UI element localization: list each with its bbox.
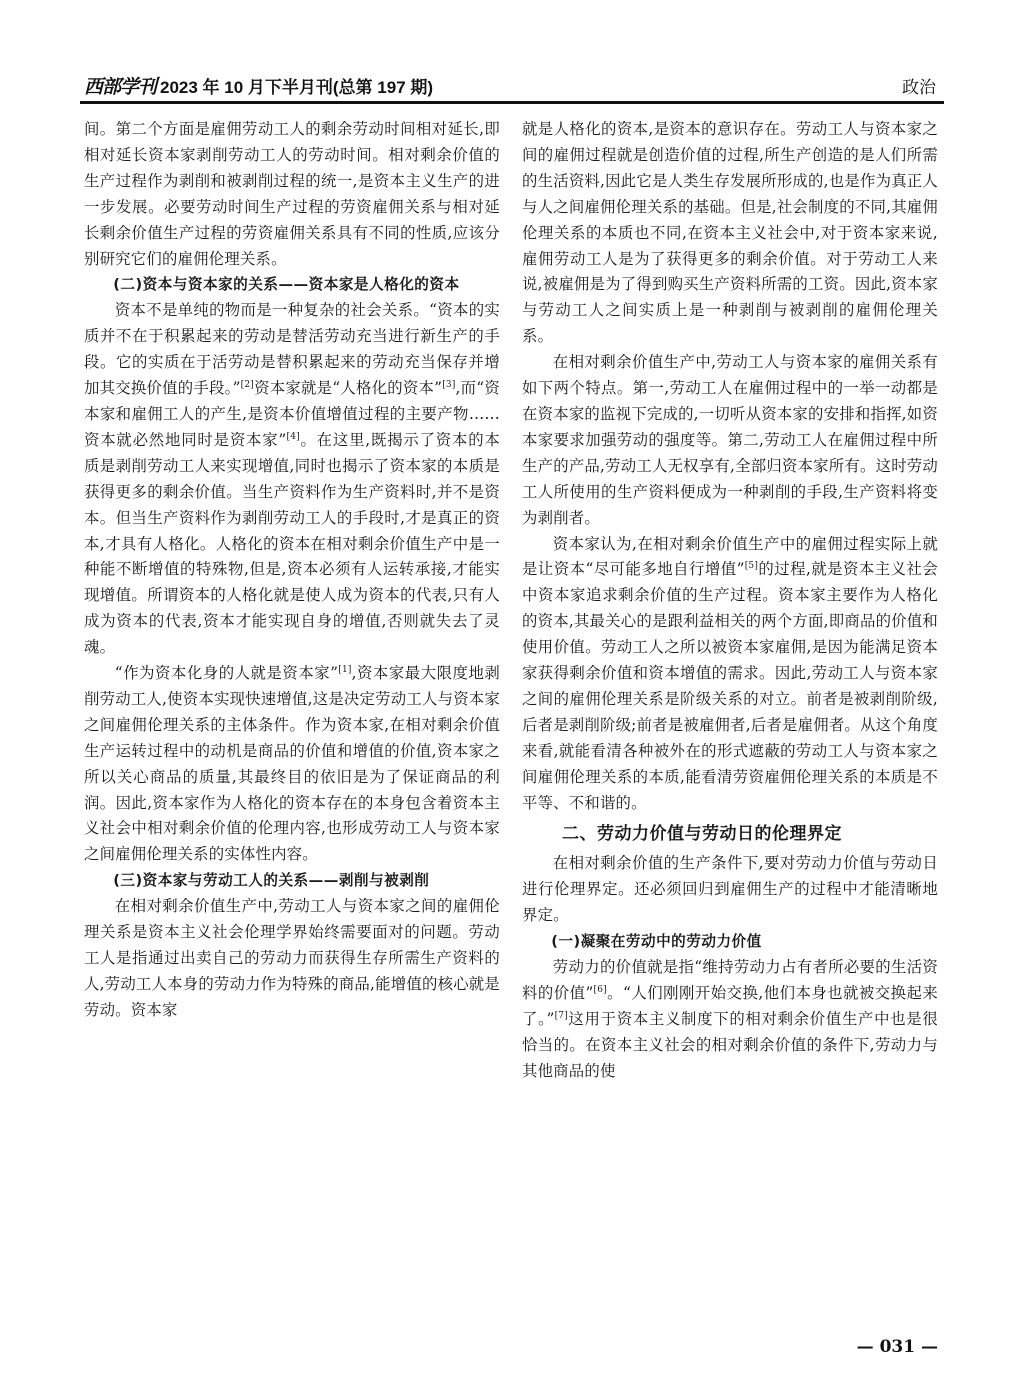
paragraph: 在相对剩余价值生产中,劳动工人与资本家之间的雇佣伦理关系是资本主义社会伦理学界始终需要面对的问题。劳动工人是指通过出卖自己的劳动力而获得生存所需生产资料的人,劳动工人本身的劳动力作为特殊的商品,能增值的核心就是劳动。资本家 <box>84 897 500 1019</box>
citation-ref: [1] <box>338 664 352 675</box>
paragraph: “作为资本化身的人就是资本家”[1],资本家最大限度地剥削劳动工人,使资本实现快速增值,这是决定劳动工人与资本家之间雇佣伦理关系的主体条件。作为资本家,在相对剩余价值生产运转过程中的动机是商品的价值和增值的价值,资本家之所以关心商品的质量,其最终目的依旧是为了保证商品的利润。因此,资本家作为人格化的资本存在的本身包含着资本主义社会中相对剩余价值的伦理内容,也形成劳动工人与资本家之间雇佣伦理关系的实体性内容。 <box>84 664 500 864</box>
paragraph: 间。第二个方面是雇佣劳动工人的剩余劳动时间相对延长,即相对延长资本家剥削劳动工人的劳动时间。相对剩余价值的生产过程作为剥削和被剥削过程的统一,是资本主义生产的进一步发展。必要劳动时间生产过程的劳资雇佣关系与相对延长剩余价值生产过程的劳资雇佣关系具有不同的性质,应该分别研究它们的雇佣伦理关系。 <box>84 120 500 268</box>
running-header <box>84 72 940 100</box>
page-number: — 031 — <box>856 1337 938 1357</box>
paragraph: 就是人格化的资本,是资本的意识存在。劳动工人与资本家之间的雇佣过程就是创造价值的过程,所生产创造的是人们所需的生活资料,因此它是人类生存发展所形成的,也是作为真正人与人之间雇佣伦理关系的基础。但是,社会制度的不同,其雇佣伦理关系的本质也不同,在资本主义社会中,对于资本家来说,雇佣劳动工人是为了获得更多的剩余价值。对于劳动工人来说,被雇佣是为了得到购买生产资料所需的工资。因此,资本家与劳动工人之间实质上是一种剥削与被剥削的雇佣伦理关系。 <box>522 120 938 346</box>
subsection-heading: (二)资本与资本家的关系——资本家是人格化的资本 <box>113 276 460 294</box>
citation-ref: [5] <box>744 561 759 572</box>
paragraph: 在相对剩余价值生产中,劳动工人与资本家的雇佣关系有如下两个特点。第一,劳动工人在雇佣过程中的一举一动都是在资本家的监视下完成的,一切听从资本家的安排和指挥,如资本家要求加强劳动的强度等。第二,劳动工人在雇佣过程中所生产的产品,劳动工人无权享有,全部归资本家所有。这时劳动工人所使用的生产资料便成为一种剥削的手段,生产资料将变为剥削者。 <box>522 353 938 527</box>
citation-ref: [3] <box>442 379 456 390</box>
citation-ref: [2] <box>240 379 255 390</box>
section-label: 政治 <box>902 78 936 97</box>
section-heading: 二、劳动力价值与劳动日的伦理界定 <box>562 824 842 845</box>
left-column <box>84 117 500 1024</box>
subsection-heading: (三)资本家与劳动工人的关系——剥削与被剥削 <box>113 872 430 890</box>
citation-ref: [6] <box>593 984 607 995</box>
paragraph: 在相对剩余价值的生产条件下,要对劳动力价值与劳动日进行伦理界定。还必须回归到雇佣生产的过程中才能清晰地界定。 <box>522 854 938 925</box>
citation-ref: [4] <box>286 431 300 442</box>
header-rule <box>80 101 944 104</box>
subsection-heading: (一)凝聚在劳动中的劳动力价值 <box>551 933 762 951</box>
citation-ref: [7] <box>554 1010 568 1021</box>
paragraph: 资本家认为,在相对剩余价值生产中的雇佣过程实际上就是让资本“尽可能多地自行增值”[5]的过程,就是资本主义社会中资本家追求剩余价值的生产过程。资本家主要作为人格化的资本,其最关心的是跟利益相关的两个方面,即商品的价值和使用价值。劳动工人之所以被资本家雇佣,是因为能满足资本家获得剩余价值和资本增值的需求。因此,劳动工人与资本家之间的雇佣伦理关系是阶级关系的对立。前者是被剥削阶级,后者是剥削阶级;前者是被雇佣者,后者是雇佣者。从这个角度来看,就能看清各种被外在的形式遮蔽的劳动工人与资本家之间雇佣伦理关系的本质,能看清劳资雇佣伦理关系的本质是不平等、不和谐的。 <box>522 534 938 812</box>
journal-logo: 西部学刊 <box>84 76 157 98</box>
paragraph: 资本不是单纯的物而是一种复杂的社会关系。“资本的实质并不在于积累起来的劳动是替活劳动充当进行新生产的手段。它的实质在于活劳动是替积累起来的劳动充当保存并增加其交换价值的手段。”[2]资本家就是“人格化的资本”[3],而“资本家和雇佣工人的产生,是资本价值增值过程的主要产物……资本就必然地同时是资本家”[4]。在这里,既揭示了资本的本质是剥削劳动工人来实现增值,同时也揭示了资本家的本质是获得更多的剩余价值。当生产资料作为生产资料时,并不是资本。但当生产资料作为剥削劳动工人的手段时,才是真正的资本,才具有人格化。人格化的资本在相对剩余价值生产中是一种能不断增值的特殊物,但是,资本必须有人运转承接,才能实现增值。所谓资本的人格化就是使人成为资本的代表,只有人成为资本的代表,资本才能实现自身的增值,否则就失去了灵魂。 <box>84 301 501 657</box>
issue-info: 2023 年 10 月下半月刊(总第 197 期) <box>160 78 434 97</box>
right-column <box>522 117 938 1085</box>
paragraph: 劳动力的价值就是指“维持劳动力占有者所必要的生活资料的价值”[6]。“人们刚刚开始交换,他们本身也就被交换起来了。”[7]这用于资本主义制度下的相对剩余价值生产中也是很恰当的。在资本主义社会的相对剩余价值的条件下,劳动力与其他商品的使 <box>522 958 938 1080</box>
